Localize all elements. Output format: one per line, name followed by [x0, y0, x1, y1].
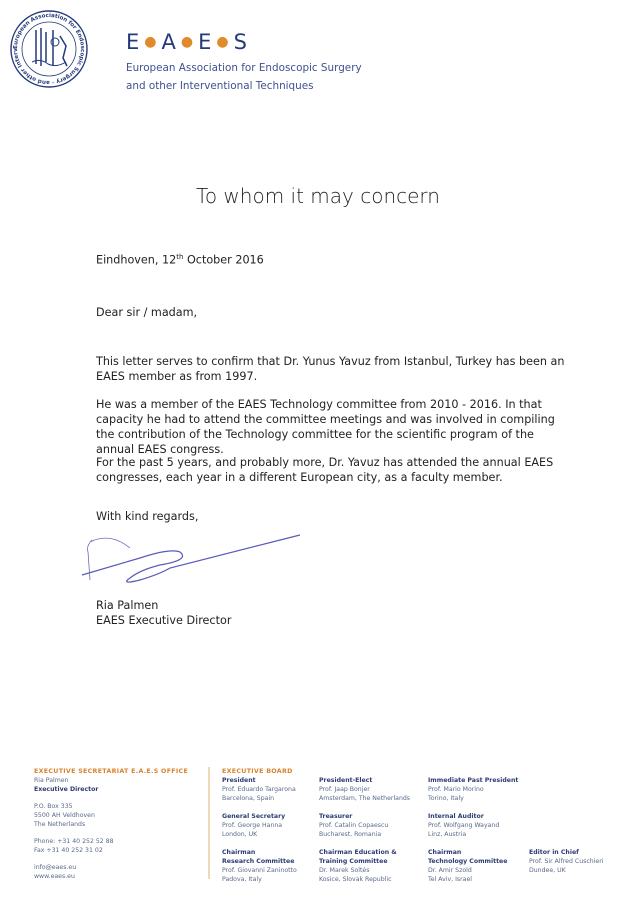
member-role: Chairman Education &: [319, 849, 397, 856]
member-place: Padova, Italy: [222, 876, 262, 883]
member-place: London, UK: [222, 831, 258, 838]
member-name: Prof. Catalin Copaescu: [319, 822, 389, 829]
signer-name: Ria Palmen: [96, 599, 159, 612]
member-role: President-Elect: [319, 777, 373, 784]
brand-letter: A: [161, 30, 177, 54]
board-member: [222, 776, 317, 803]
member-role: Chairman: [428, 849, 462, 856]
svg-text:European Association for Endos: European Association for Endoscopic Surgery · and other Interv: [12, 12, 86, 86]
member-role: Chairman: [222, 849, 256, 856]
brand-subtitle-line2: and other Interventional Techniques: [126, 80, 314, 92]
board-member: [428, 848, 528, 884]
paragraph-committee: He was a member of the EAES Technology committee from 2010 - 2016. In that capacity he had to attend the committee meetings and was involved in compiling the contribution of the Technology committee for the scientific program of the annual EAES congress.: [96, 398, 555, 456]
office-heading: EXECUTIVE SECRETARIAT E.A.E.S OFFICE: [34, 768, 189, 775]
office-web-link[interactable]: www.eaes.eu: [34, 873, 75, 880]
member-place: Kosice, Slovak Republic: [319, 876, 392, 883]
paragraph-membership: This letter serves to confirm that Dr. Yunus Yavuz from Istanbul, Turkey has been an EAES member as from 1997.: [96, 355, 565, 383]
salutation: Dear sir / madam,: [96, 306, 198, 319]
member-role: President: [222, 777, 256, 784]
board-member: [222, 848, 317, 884]
signature-scribble-icon: [80, 530, 310, 590]
member-role: Technology Committee: [428, 858, 508, 865]
board-member: [319, 848, 424, 884]
member-role: General Secretary: [222, 813, 286, 820]
member-role: Research Committee: [222, 858, 295, 865]
office-fax: Fax +31 40 252 31 02: [34, 847, 103, 854]
board-member: [428, 776, 528, 803]
member-name: Dr. Marek Soltés: [319, 867, 370, 874]
office-address-line: The Netherlands: [34, 821, 86, 828]
office-role: Executive Director: [34, 786, 99, 793]
dot-separator: ●: [180, 34, 195, 50]
member-place: Barcelona, Spain: [222, 795, 275, 802]
member-place: Amsterdam, The Netherlands: [319, 795, 411, 802]
date-ordinal: th: [176, 253, 184, 261]
office-address-line: P.O. Box 335: [34, 803, 73, 810]
member-role: Training Committee: [319, 858, 388, 865]
office-name: Ria Palmen: [34, 777, 69, 784]
member-place: Tel Aviv, Israel: [428, 876, 472, 883]
board-member: [319, 812, 419, 839]
brand-letter: E: [198, 30, 213, 54]
board-member: [529, 848, 634, 875]
board-member: [428, 812, 528, 839]
member-role: Editor in Chief: [529, 849, 579, 856]
brand-letter: E: [126, 30, 141, 54]
board-member: [222, 812, 317, 839]
brand-letter: S: [233, 30, 248, 54]
footer-divider: [208, 767, 210, 879]
member-name: Prof. Wolfgang Wayand: [428, 822, 500, 829]
office-email-link[interactable]: info@eaes.eu: [34, 864, 77, 871]
member-name: Prof. Sir Alfred Cuschieri: [529, 858, 604, 865]
member-role: Immediate Past President: [428, 777, 519, 784]
date-place: Eindhoven, 12: [96, 253, 177, 267]
dot-separator: ●: [144, 34, 158, 50]
member-role: Internal Auditor: [428, 813, 484, 820]
member-place: Bucharest, Romania: [319, 831, 382, 838]
member-name: Dr. Amir Szold: [428, 867, 472, 874]
board-member: [319, 776, 419, 803]
member-place: Linz, Austria: [428, 831, 467, 838]
board-heading: EXECUTIVE BOARD: [222, 768, 293, 775]
member-name: Prof. Jaap Bonjer: [319, 786, 370, 793]
office-block: [34, 767, 204, 881]
logo-emblem-icon: [8, 8, 90, 90]
date-month-year: October 2016: [183, 253, 264, 267]
brand-wordmark: [126, 30, 248, 54]
office-phone: Phone: +31 40 252 52 88: [34, 838, 114, 845]
member-name: Prof. Giovanni Zaninotto: [222, 867, 297, 874]
member-name: Prof. Eduardo Targarona: [222, 786, 296, 793]
dot-separator: ●: [216, 34, 230, 50]
signer-title: EAES Executive Director: [96, 614, 232, 627]
letter-title: To whom it may concern: [196, 184, 440, 208]
paragraph-congresses: For the past 5 years, and probably more, Dr. Yavuz has attended the annual EAES congresses, each year in a different European city, as a faculty member.: [96, 456, 554, 484]
member-place: Dundee, UK: [529, 867, 566, 874]
office-address-line: 5500 AH Veldhoven: [34, 812, 95, 819]
member-role: Treasurer: [319, 813, 353, 820]
member-place: Torino, Italy: [428, 795, 464, 802]
member-name: Prof. George Hanna: [222, 822, 283, 829]
member-name: Prof. Mario Morino: [428, 786, 484, 793]
eaes-logo: [8, 8, 90, 90]
signature: [80, 530, 310, 590]
brand-subtitle-line1: European Association for Endoscopic Surgery: [126, 62, 362, 74]
letter-date: [96, 250, 566, 268]
closing: With kind regards,: [96, 510, 199, 523]
